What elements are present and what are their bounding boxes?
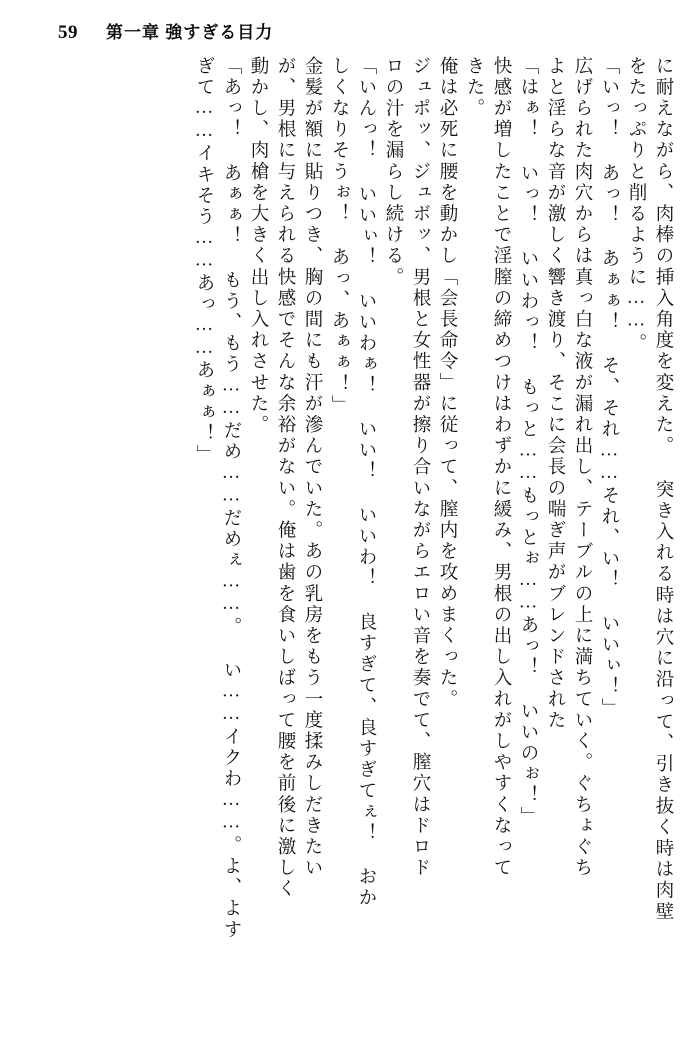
text-line: 動かし、肉槍を大きく出し入れさせた。 [248,56,268,436]
text-line: ジュポッ、ジュボッ、男根と女性器が擦り合いながらエロい音を奏でて、膣穴はドロド [410,56,430,879]
text-line: 俺は必死に腰を動かし「会長命令」に従って、膣内を攻めまくった。 [437,56,457,711]
text-line: 「あっ！ あぁぁ！ もう、もう……だめ……だめぇ……。 い……イクわ……。よ、よす [221,56,241,941]
page-body [28,56,672,1036]
text-line: 快感が増したことで淫膣の締めつけはわずかに緩み、男根の出し入れがしやすくなって [491,56,511,879]
text-line: 広げられた肉穴からは真っ白な液が漏れ出し、テーブルの上に満ちていく。ぐちょぐち [572,56,592,879]
text-line: 「はぁ！ いっ！ いいわっ！ もっと……もっとぉ……あっ！ いいのぉ！」 [518,56,538,828]
text-line: よと淫らな音が激しく響き渡り、そこに会長の喘ぎ声がブレンドされた [545,56,565,732]
page-number: 59 [58,22,78,43]
text-line: をたっぷりと削るように……。 [626,56,646,355]
text-line: ぎて……イキそう……あっ……あぁぁ！」 [194,56,214,466]
text-line: が、男根に与えられる快感でそんな余裕がない。俺は歯を食いしばって腰を前後に激しく [275,56,295,900]
text-line: 「いっ！ あっ！ あぁぁ！ そ、それ……それ、い！ いいぃ！」 [599,56,619,720]
text-line: しくなりそうぉ！ あっ、あぁぁ！」 [329,56,349,417]
text-line: ロの汁を漏らし続ける。 [383,56,403,289]
text-line: きた。 [464,56,484,120]
text-line: 金髪が額に貼りつき、胸の間にも汗が滲んでいた。あの乳房をもう一度揉みしだきたい [302,56,322,879]
chapter-title: 第一章 強すぎる目力 [106,23,274,42]
page-header [0,18,700,52]
text-line: 「いんっ！ いいぃ！ いいわぁ！ いい！ いいわ！ 良すぎて、良すぎてぇ！ おか [356,56,376,909]
text-line: に耐えながら、肉棒の挿入角度を変えた。 突き入れる時は穴に沿って、引き抜く時は肉壁 [653,56,673,923]
